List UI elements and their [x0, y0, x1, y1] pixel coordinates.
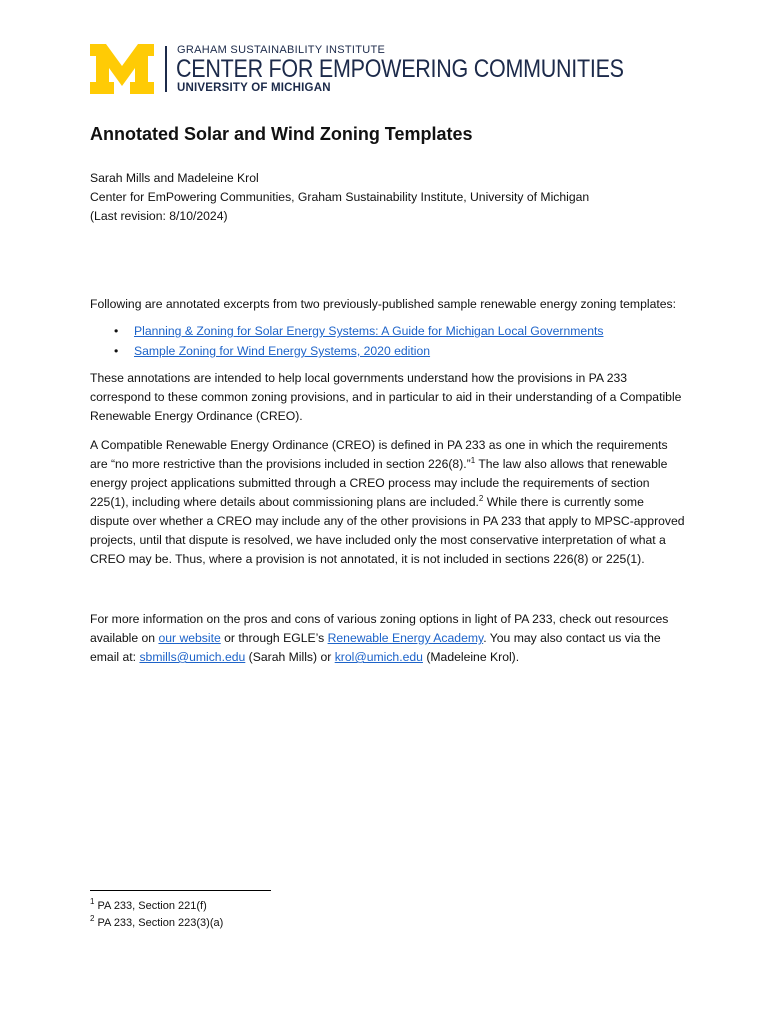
bullet-icon: •	[114, 324, 119, 338]
template-links-list	[90, 322, 686, 361]
document-meta	[90, 169, 686, 226]
creo-text-3: While there is currently some dispute over whether a CREO may include any of the other provisions in PA 233 that apply to MPSC-approved projects, until that dispute is resolved, we have included only the most conservative interpretation of what a CREO may be. Thus, where a provision is not annotated, it is not included in sections 226(8) or 225(1).	[90, 495, 685, 566]
authors: Sarah Mills and Madeleine Krol	[90, 171, 259, 185]
affiliation: Center for EmPowering Communities, Graham Sustainability Institute, University of Michigan	[90, 190, 590, 204]
footnote-ref-2[interactable]: 2	[478, 494, 484, 503]
logo-center-name: CENTER FOR EMPOWERING COMMUNITIES	[176, 55, 624, 83]
list-item	[114, 342, 686, 361]
header-logo	[90, 44, 624, 96]
more-info-text-2: or through EGLE’s	[220, 631, 328, 645]
bullet-icon: •	[114, 344, 119, 358]
footnote-divider	[90, 890, 271, 891]
solar-guide-link[interactable]: Planning & Zoning for Solar Energy Systems: A Guide for Michigan Local Governments	[134, 324, 604, 338]
logo-divider	[165, 46, 167, 92]
logo-university-name: UNIVERSITY OF MICHIGAN	[177, 82, 331, 94]
more-info-text-1: For more information on the pros and cons of various zoning options in light of PA 233, check out resources available on	[90, 612, 669, 645]
footnote-text: PA 233, Section 223(3)(a)	[94, 917, 224, 929]
list-item	[114, 322, 686, 341]
annotations-paragraph: These annotations are intended to help local governments understand how the provisions in PA 233 correspond to these common zoning provisions, and in particular to aid in their understanding of a Compatible Renewable Energy Ordinance (CREO).	[90, 371, 682, 423]
footnote-1	[90, 898, 223, 915]
footnotes	[90, 898, 223, 932]
footnote-2	[90, 915, 223, 932]
more-info-text-4: (Sarah Mills) or	[245, 650, 335, 664]
block-m-shape	[90, 44, 154, 94]
logo-institute-name: GRAHAM SUSTAINABILITY INSTITUTE	[177, 44, 386, 56]
revision-date: (Last revision: 8/10/2024)	[90, 209, 228, 223]
document-body	[90, 124, 686, 667]
our-website-link[interactable]: our website	[158, 631, 221, 645]
wind-zoning-link[interactable]: Sample Zoning for Wind Energy Systems, 2020 edition	[134, 344, 431, 358]
footnote-number: 1	[90, 897, 95, 906]
document-title: Annotated Solar and Wind Zoning Templates	[90, 124, 473, 144]
creo-text-1: A Compatible Renewable Energy Ordinance (CREO) is defined in PA 233 as one in which the requirements are “no more restrictive than the provisions included in section 226(8).”	[90, 438, 668, 471]
footnote-text: PA 233, Section 221(f)	[94, 900, 207, 912]
footnote-ref-1[interactable]: 1	[470, 456, 476, 465]
block-m-logo-icon	[90, 44, 154, 94]
creo-paragraph	[90, 436, 686, 569]
creo-text-2: The law also allows that renewable energy project applications submitted through a CREO process may include the requirements of section 225(1), including where details about commissioning plans are included.	[90, 457, 668, 509]
email-sbmills-link[interactable]: sbmills@umich.edu	[139, 650, 246, 664]
footnote-number: 2	[90, 914, 95, 923]
renewable-energy-academy-link[interactable]: Renewable Energy Academy	[327, 631, 484, 645]
intro-paragraph: Following are annotated excerpts from two previously-published sample renewable energy zoning templates:	[90, 297, 676, 311]
more-info-text-3: . You may also contact us via the email at:	[90, 631, 661, 664]
more-info-paragraph	[90, 610, 686, 667]
more-info-text-5: (Madeleine Krol).	[422, 650, 520, 664]
email-krol-link[interactable]: krol@umich.edu	[334, 650, 423, 664]
